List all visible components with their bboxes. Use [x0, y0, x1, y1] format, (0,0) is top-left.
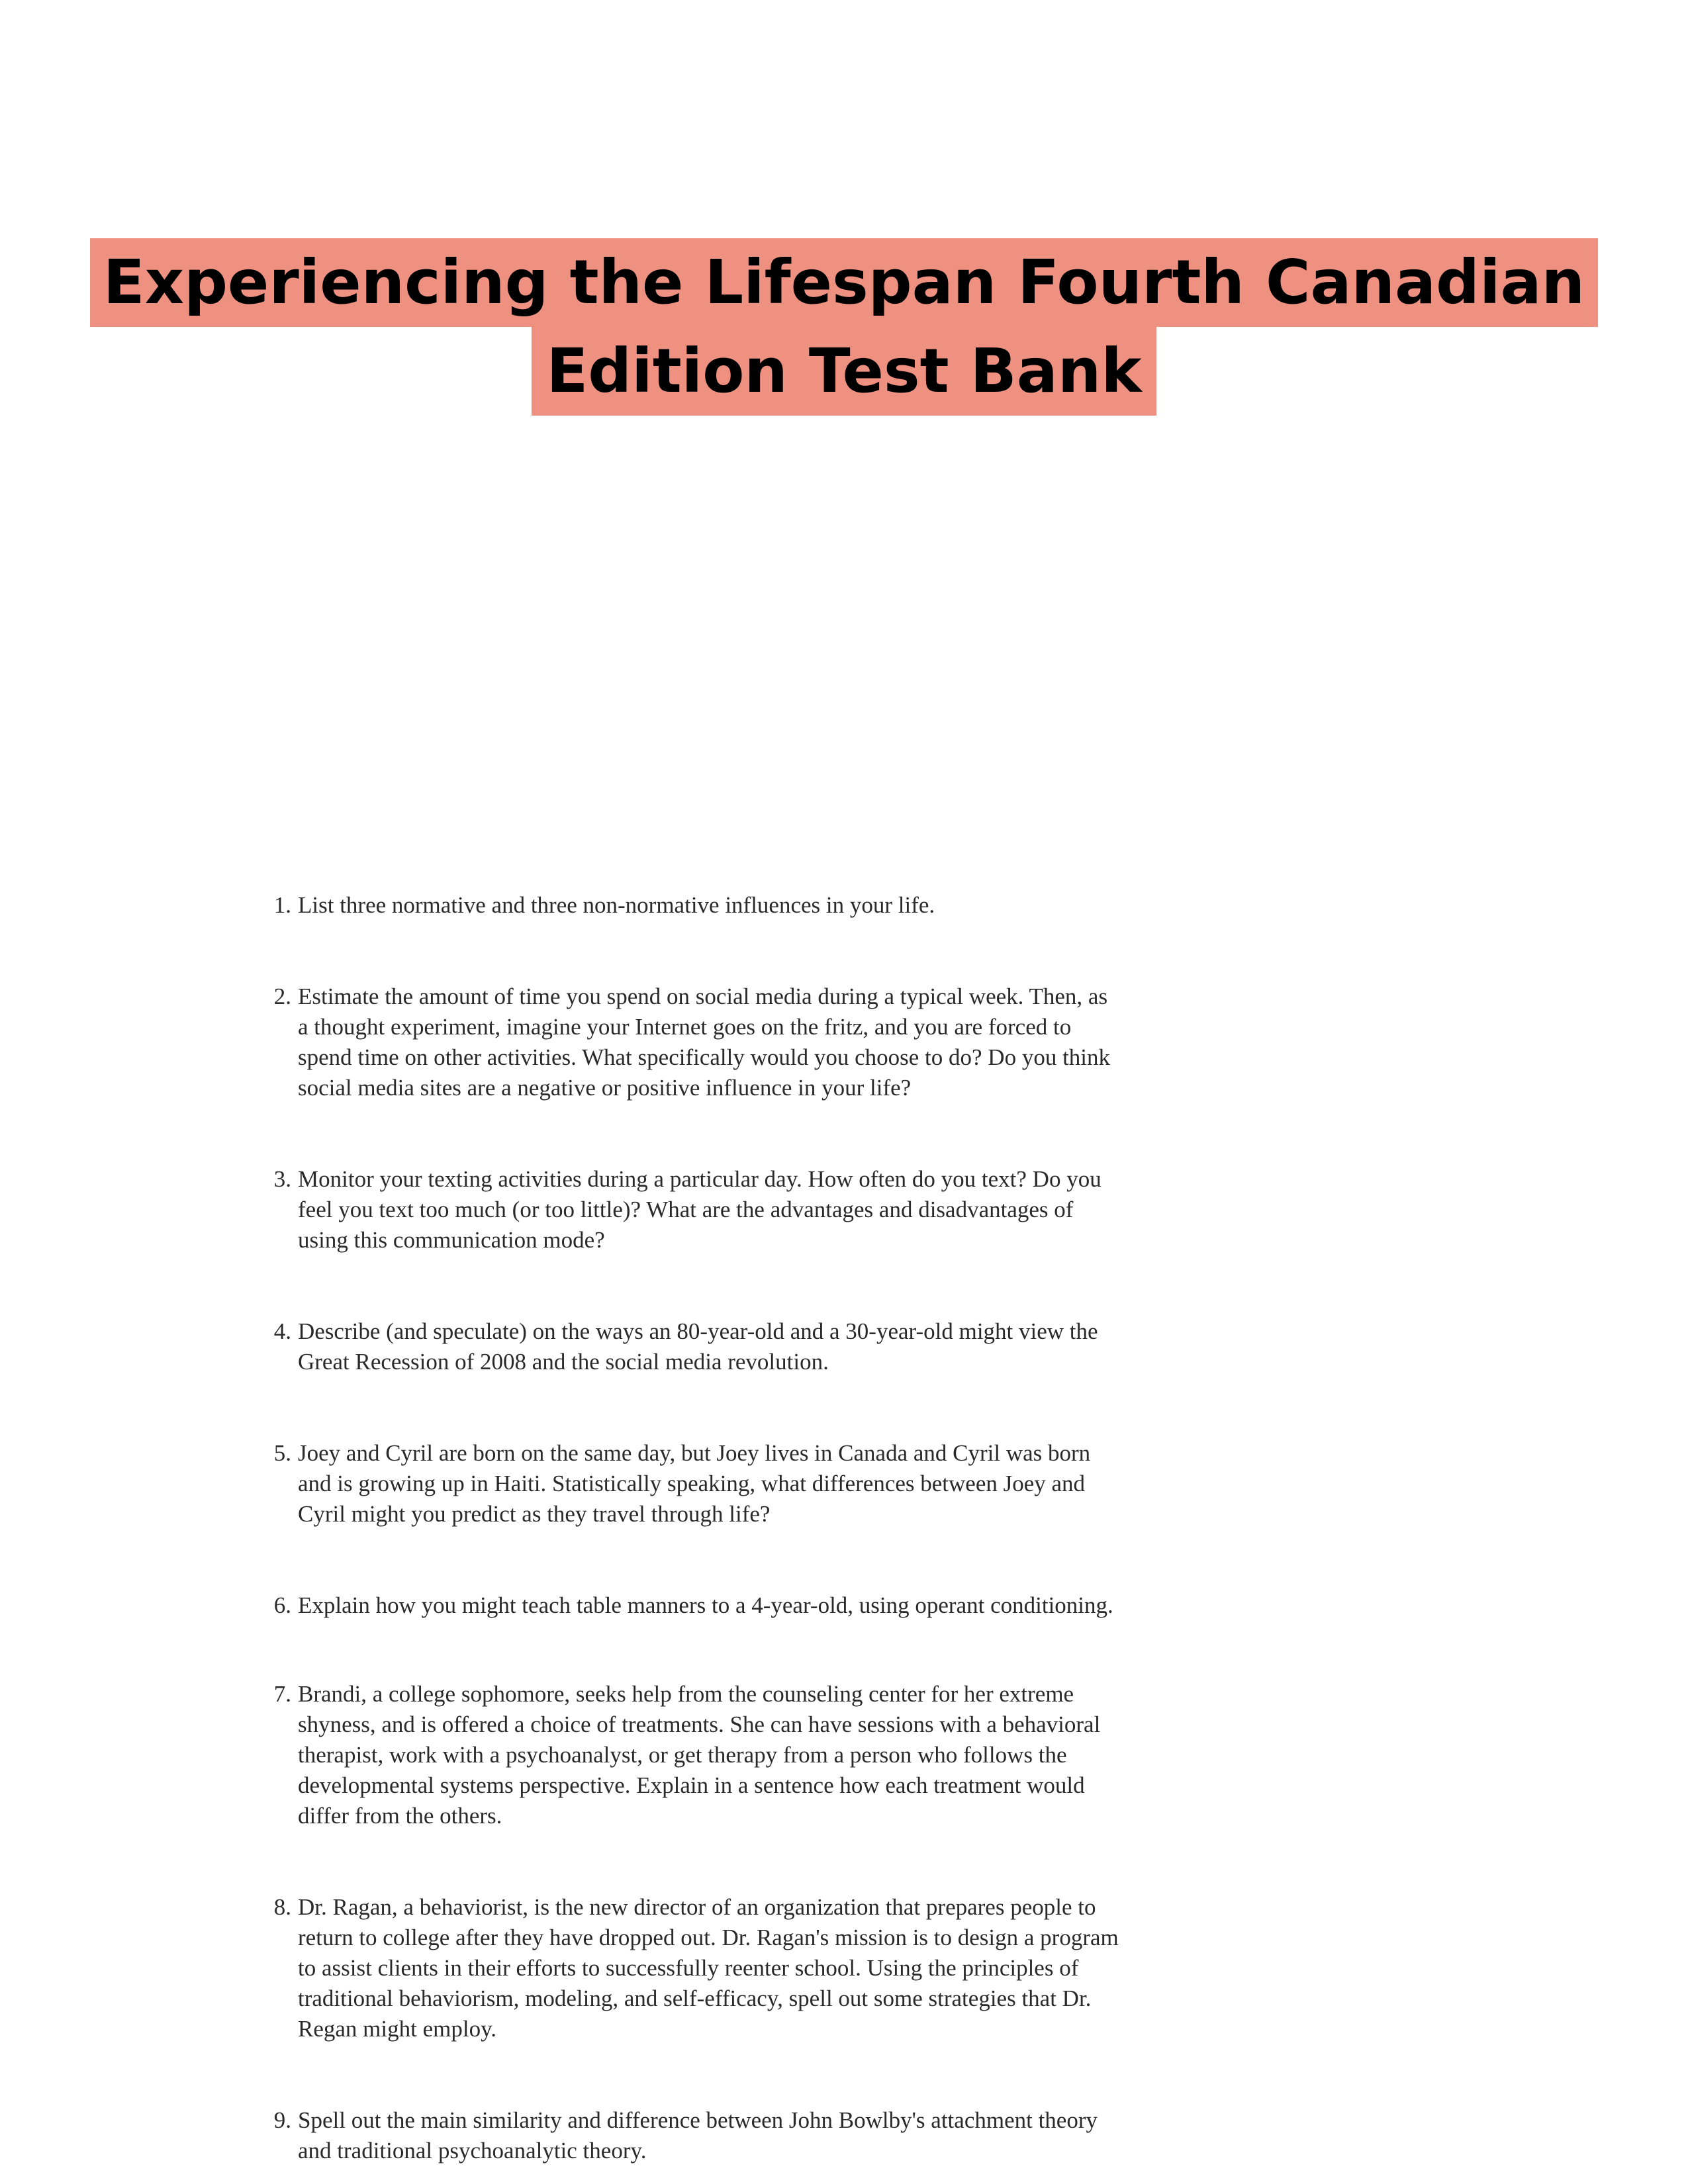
question-line: Estimate the amount of time you spend on social media during a typical week. Then, as — [298, 983, 1108, 1009]
question-item — [259, 1892, 1266, 2044]
question-number: 7. — [273, 1681, 291, 1707]
question-item — [259, 1164, 1266, 1255]
question-line: using this communication mode? — [298, 1227, 605, 1253]
question-number: 5. — [273, 1440, 291, 1466]
question-line: Dr. Ragan, a behaviorist, is the new director of an organization that prepares people to — [298, 1894, 1096, 1920]
question-item — [259, 1438, 1266, 1529]
question-line: Great Recession of 2008 and the social media revolution. — [298, 1349, 829, 1375]
question-text — [298, 1679, 1266, 1831]
question-item — [259, 2105, 1266, 2166]
question-text — [298, 1164, 1266, 1255]
question-text — [298, 1590, 1266, 1621]
question-line: feel you text too much (or too little)? What are the advantages and disadvantages of — [298, 1197, 1074, 1222]
question-line: Spell out the main similarity and difference between John Bowlby's attachment theory — [298, 2107, 1098, 2133]
question-number: 3. — [273, 1166, 291, 1192]
question-item — [259, 1316, 1266, 1377]
question-item — [259, 1590, 1266, 1621]
question-text — [298, 1892, 1266, 2044]
question-text — [298, 981, 1266, 1103]
question-line: Describe (and speculate) on the ways an 80-year-old and a 30-year-old might view the — [298, 1318, 1098, 1344]
question-line: Joey and Cyril are born on the same day, but Joey lives in Canada and Cyril was born — [298, 1440, 1091, 1466]
question-line: Regan might employ. — [298, 2016, 497, 2042]
question-line: differ from the others. — [298, 1803, 502, 1829]
title-line-1: Experiencing the Lifespan Fourth Canadian — [90, 238, 1598, 327]
document-title — [0, 238, 1688, 416]
question-line: and is growing up in Haiti. Statistically speaking, what differences between Joey and — [298, 1471, 1086, 1496]
question-line: Brandi, a college sophomore, seeks help from the counseling center for her extreme — [298, 1681, 1074, 1707]
question-line: traditional behaviorism, modeling, and self-efficacy, spell out some strategies that Dr. — [298, 1985, 1092, 2011]
question-number: 9. — [273, 2107, 291, 2133]
question-line: spend time on other activities. What specifically would you choose to do? Do you think — [298, 1044, 1111, 1070]
question-item — [259, 1679, 1266, 1831]
question-line: Cyril might you predict as they travel through life? — [298, 1501, 771, 1527]
question-line: to assist clients in their efforts to successfully reenter school. Using the principles of — [298, 1955, 1079, 1981]
question-line: and traditional psychoanalytic theory. — [298, 2138, 647, 2163]
question-number: 2. — [273, 983, 291, 1009]
question-item — [259, 981, 1266, 1103]
question-line: a thought experiment, imagine your Internet goes on the fritz, and you are forced to — [298, 1014, 1072, 1040]
question-line: Monitor your texting activities during a particular day. How often do you text? Do you — [298, 1166, 1102, 1192]
question-text — [298, 1316, 1266, 1377]
question-text — [298, 1438, 1266, 1529]
question-line: Explain how you might teach table manners to a 4-year-old, using operant conditioning. — [298, 1592, 1113, 1618]
question-list — [259, 890, 1266, 2166]
question-number: 1. — [273, 892, 291, 918]
question-line: return to college after they have dropped out. Dr. Ragan's mission is to design a program — [298, 1925, 1119, 1950]
title-line-2: Edition Test Bank — [532, 327, 1156, 416]
question-number: 6. — [273, 1592, 291, 1618]
question-line: List three normative and three non-normative influences in your life. — [298, 892, 935, 918]
question-number: 8. — [273, 1894, 291, 1920]
question-line: therapist, work with a psychoanalyst, or get therapy from a person who follows the — [298, 1742, 1067, 1768]
question-line: social media sites are a negative or positive influence in your life? — [298, 1075, 912, 1101]
question-line: developmental systems perspective. Explain in a sentence how each treatment would — [298, 1772, 1085, 1798]
question-text — [298, 2105, 1266, 2166]
question-item — [259, 890, 1266, 921]
question-number: 4. — [273, 1318, 291, 1344]
question-line: shyness, and is offered a choice of treatments. She can have sessions with a behavioral — [298, 1711, 1101, 1737]
question-text — [298, 890, 1266, 921]
